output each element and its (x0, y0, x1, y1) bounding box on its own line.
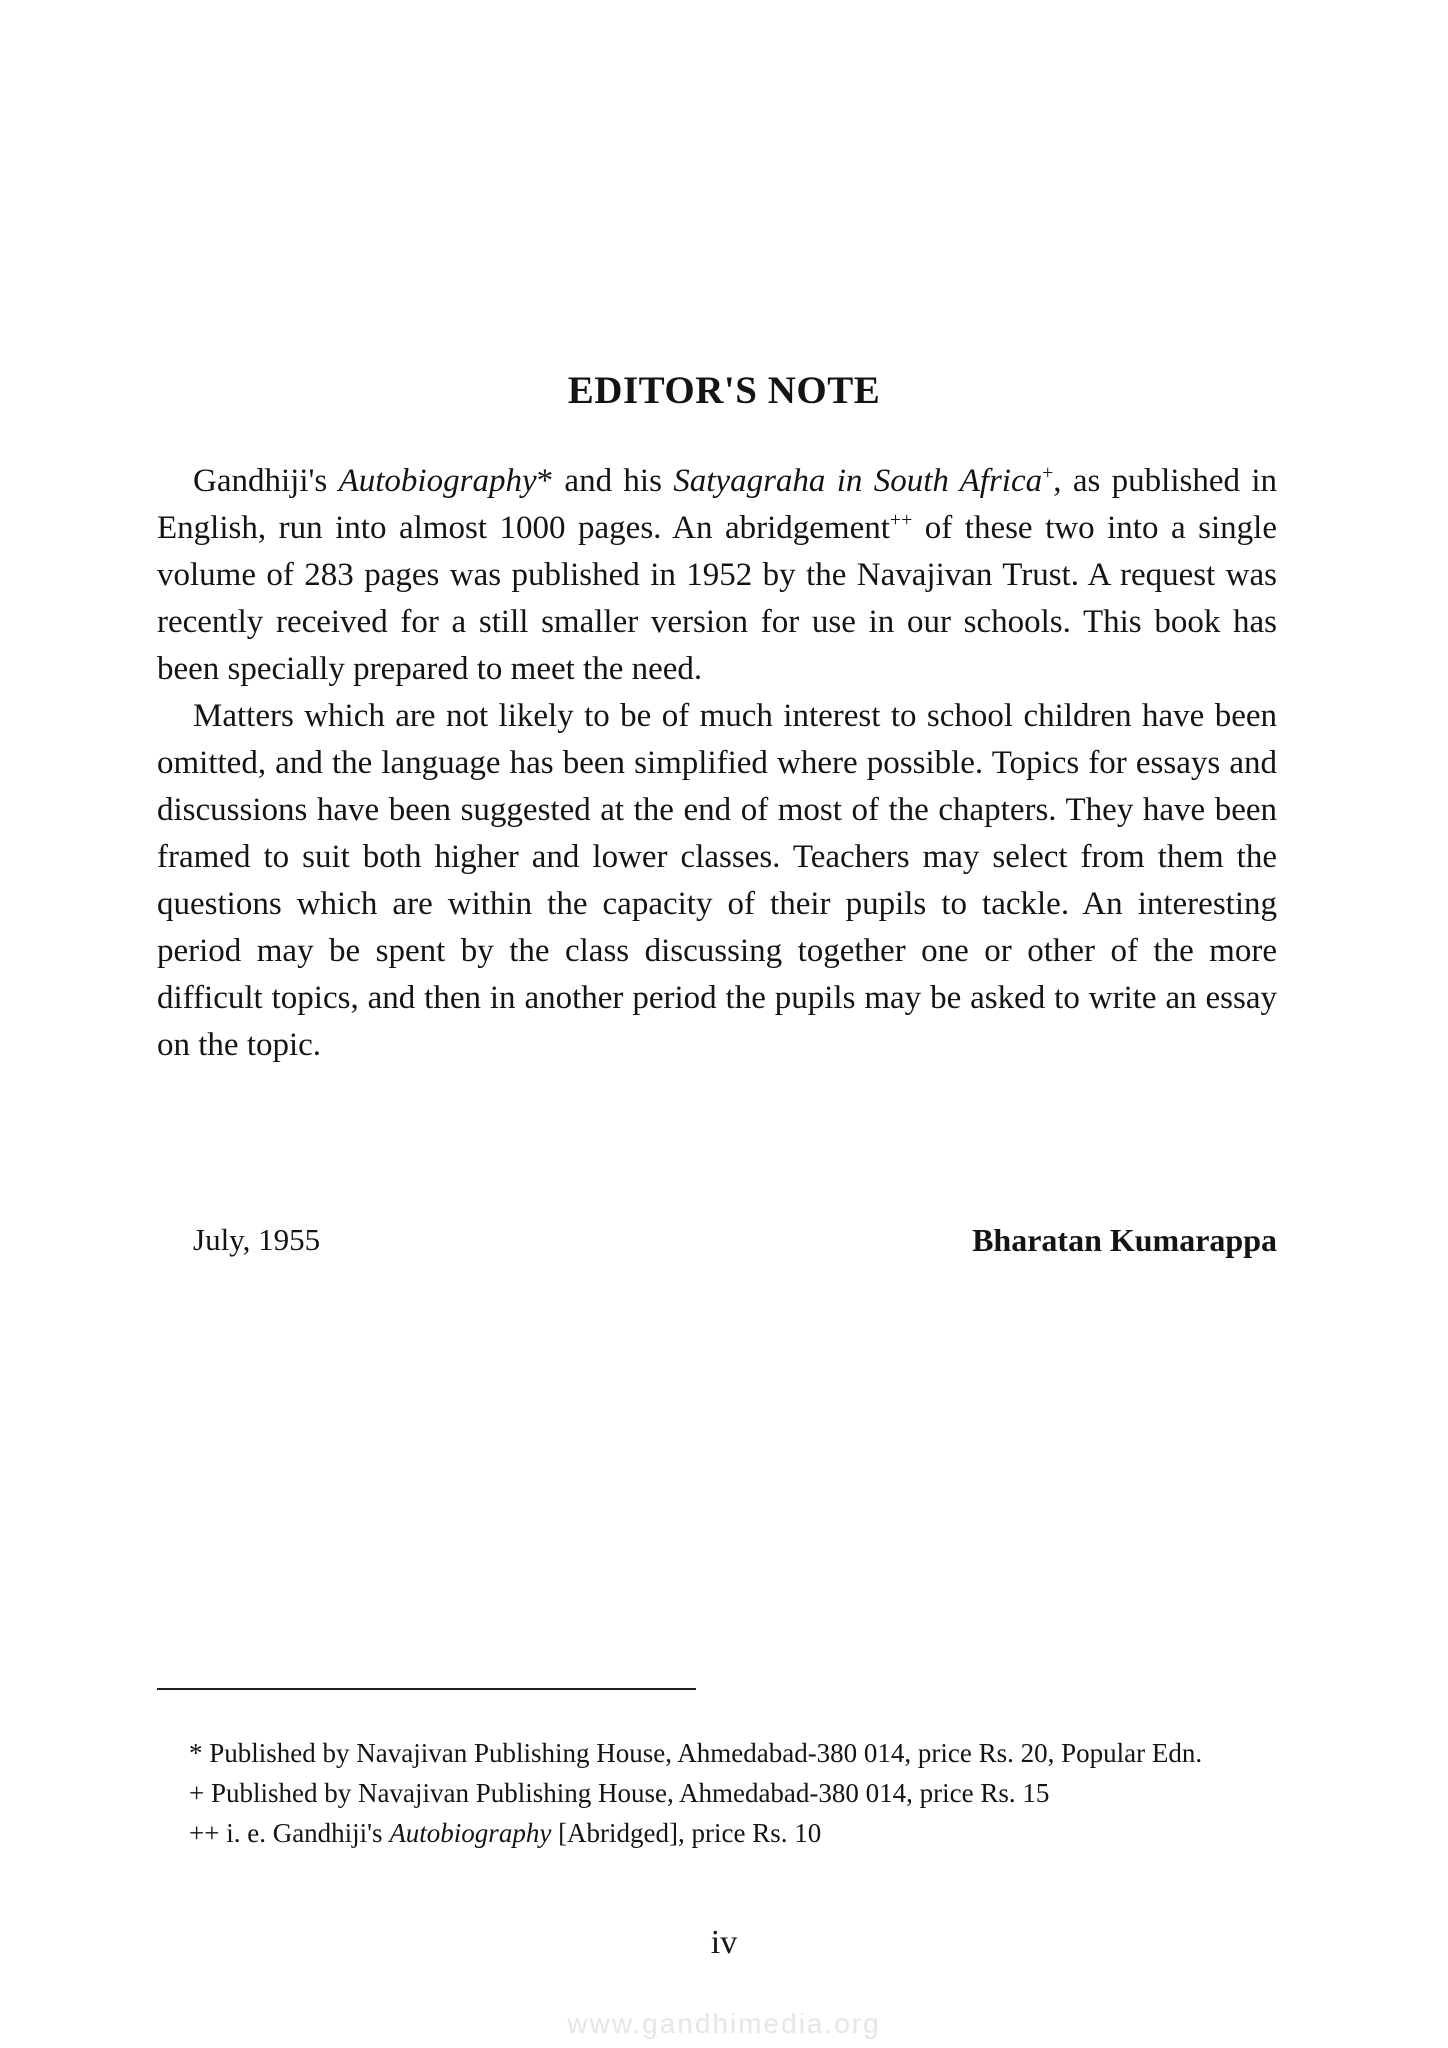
paragraph-1-segment: * and his (536, 463, 674, 499)
page-title: EDITOR'S NOTE (567, 369, 881, 412)
paragraph-2: Matters which are not likely to be of much interest to school children have been omitted, and the language has been simplified where possible. Topics for essays and discussions have been suggested at the end of most of the chapters. They have been framed to suit both higher and lower classes. Teachers may select from them the questions which are within the capacity of their pupils to tackle. An interesting period may be spent by the class discussing together one or other of the more difficult topics, and then in another period the pupils may be asked to write an essay on the topic. (157, 698, 1277, 1063)
footnotes (157, 1733, 1277, 1853)
footnote-2: + Published by Navajivan Publishing House, Ahmedabad-380 014, price Rs. 15 (189, 1778, 1050, 1808)
footnote-3-suffix: [Abridged], price Rs. 10 (551, 1818, 822, 1848)
paragraph-1 (157, 458, 1277, 693)
body-text (157, 458, 1277, 1069)
footnote-3-prefix: ++ i. e. Gandhiji's (189, 1818, 390, 1848)
paragraph-1-segment: Satyagraha in South Africa (673, 463, 1043, 499)
signature-name: Bharatan Kumarappa (972, 1222, 1277, 1258)
paragraph-1-segment: + (1042, 462, 1054, 484)
footnote-3 (157, 1813, 1277, 1853)
paragraph-1-segment: of these two into a single volume of 283 pages was published in 1952 by the Navajivan Trust. A request was recently received for a still smaller version for use in our schools. This book has been specially prepared to meet the need. (157, 510, 1277, 687)
footnote-divider (157, 1688, 696, 1690)
paragraph-1-segment: , as published in English, run into almost 1000 pages. An abridgement (157, 463, 1277, 546)
watermark: www.gandhimedia.org (567, 2008, 881, 2039)
footnote-3-title: Autobiography (389, 1818, 552, 1848)
page-number: iv (710, 1924, 738, 1961)
paragraph-1-segment: Gandhiji's (193, 463, 339, 499)
paragraph-1-segment: ++ (889, 509, 913, 531)
paragraph-1-segment: Autobiography (338, 463, 537, 499)
signature-date: July, 1955 (193, 1222, 321, 1257)
footnote-1: * Published by Navajivan Publishing House, Ahmedabad-380 014, price Rs. 20, Popular Edn. (189, 1738, 1203, 1768)
